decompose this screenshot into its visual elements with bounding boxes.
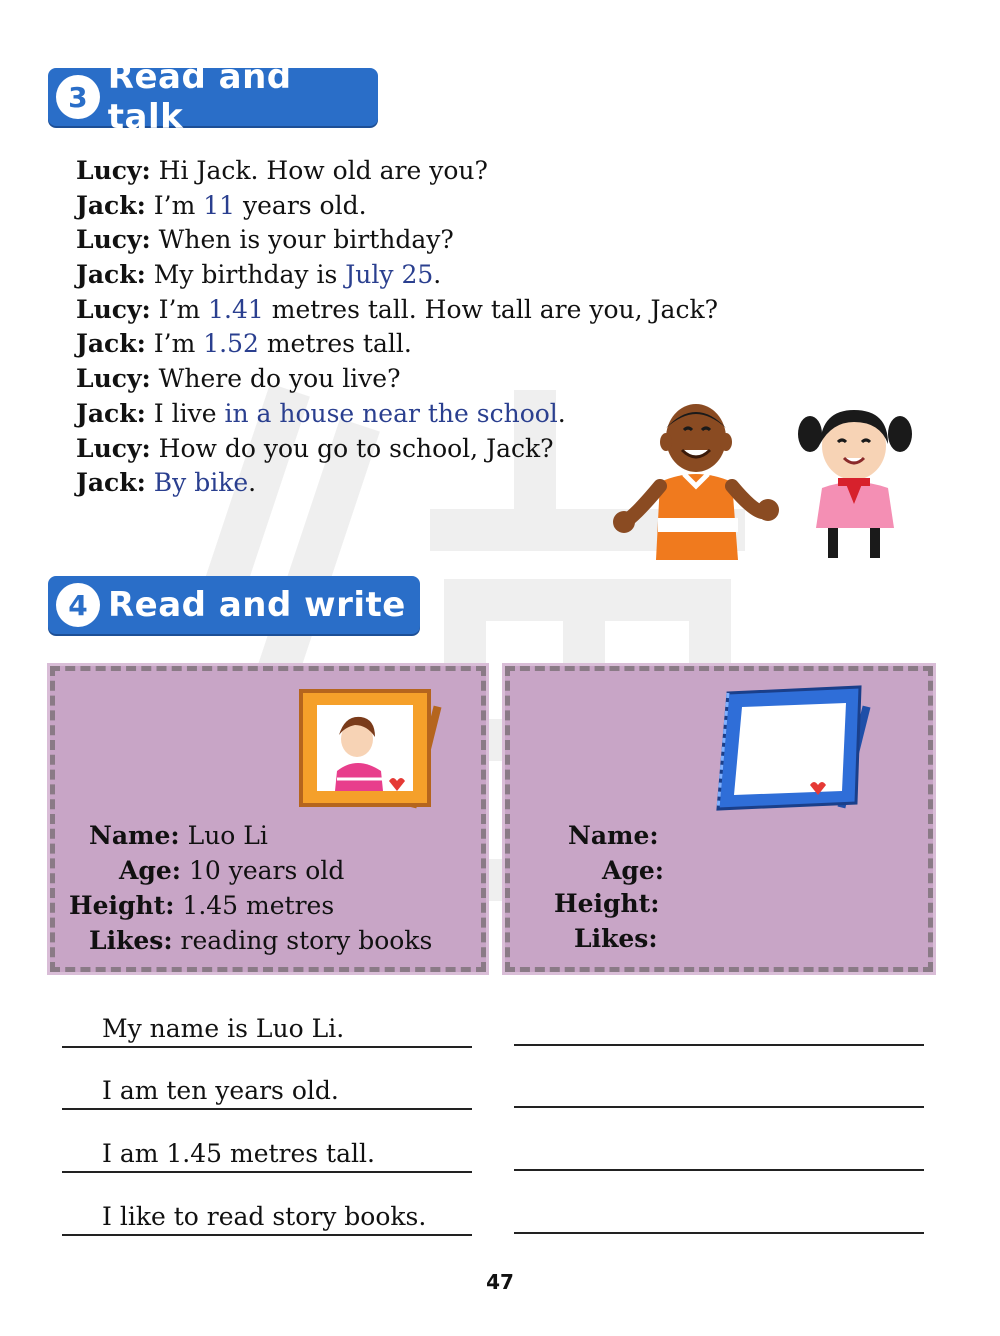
sentence-line <box>62 1010 472 1048</box>
section-4-title: Read and write <box>108 585 406 625</box>
line-text: I’m <box>145 190 204 220</box>
likes-value: reading story books <box>172 926 433 955</box>
likes-label: Likes: <box>89 926 173 955</box>
section-3-number: 3 <box>56 75 100 119</box>
line-text-end: metres tall. How tall are you, Jack? <box>263 294 719 324</box>
speaker: Jack: <box>76 468 146 498</box>
line-answer: By bike <box>153 468 249 498</box>
line-answer: 11 <box>203 190 236 220</box>
dialogue-line <box>76 293 796 328</box>
answer-line-4[interactable] <box>514 1196 924 1234</box>
dialogue-line <box>76 223 796 258</box>
line-answer: July 25 <box>345 260 434 290</box>
height-field <box>554 889 659 918</box>
sentence-line <box>62 1198 472 1236</box>
speaker: Jack: <box>76 260 146 290</box>
jack-illustration <box>610 400 780 570</box>
line-text: I live <box>145 398 225 428</box>
line-text: When is your birthday? <box>150 225 454 255</box>
age-label: Age: <box>119 856 182 885</box>
dialogue-line <box>76 154 796 189</box>
section-4-number: 4 <box>56 583 100 627</box>
age-label: Age: <box>602 856 665 885</box>
sentence-line <box>62 1135 472 1173</box>
line-text-end: years old. <box>235 190 367 220</box>
line-text: My birthday is <box>145 260 346 290</box>
age-field <box>119 856 344 885</box>
dialogue-line <box>76 258 796 293</box>
likes-label: Likes: <box>574 924 658 953</box>
line-answer: 1.41 <box>208 294 264 324</box>
sentence-text: I am ten years old. <box>102 1076 339 1105</box>
sentence-text: My name is Luo Li. <box>102 1014 345 1043</box>
dialogue-line <box>76 327 796 362</box>
age-value: 10 years old <box>181 856 345 885</box>
line-text <box>146 468 154 497</box>
section-3-banner <box>48 57 378 137</box>
lucy-illustration <box>798 404 914 560</box>
page-number: 47 <box>486 1270 514 1294</box>
likes-field <box>89 926 432 955</box>
line-text-end: metres tall. <box>258 329 412 359</box>
line-answer: 1.52 <box>203 329 259 359</box>
height-label: Height: <box>554 889 660 918</box>
name-field <box>568 821 659 850</box>
speaker: Lucy: <box>76 294 151 324</box>
profile-card-blank <box>505 666 933 972</box>
name-label: Name: <box>568 821 659 850</box>
name-label: Name: <box>89 821 180 850</box>
empty-photo-frame-icon <box>710 685 880 815</box>
profile-card-luo-li <box>50 666 486 972</box>
name-field <box>89 821 268 850</box>
line-text-end: . <box>557 398 566 428</box>
line-text: Where do you live? <box>150 364 401 394</box>
height-value: 1.45 metres <box>174 891 335 920</box>
name-value: Luo Li <box>179 821 268 850</box>
speaker: Jack: <box>76 398 146 428</box>
speaker: Jack: <box>76 329 146 359</box>
sentence-line <box>62 1072 472 1110</box>
line-text: How do you go to school, Jack? <box>150 433 554 463</box>
line-answer: in a house near the school <box>224 398 558 428</box>
age-field <box>602 856 664 885</box>
speaker: Jack: <box>76 190 146 220</box>
line-text: I’m <box>150 294 209 324</box>
line-text: I’m <box>145 329 204 359</box>
sentence-text: I am 1.45 metres tall. <box>102 1139 375 1168</box>
speaker: Lucy: <box>76 225 151 255</box>
height-label: Height: <box>69 891 175 920</box>
speaker: Lucy: <box>76 364 151 394</box>
speaker: Lucy: <box>76 433 151 463</box>
dialogue-line <box>76 362 796 397</box>
height-field <box>69 891 334 920</box>
section-4-banner <box>48 576 420 634</box>
answer-line-3[interactable] <box>514 1133 924 1171</box>
line-text: Hi Jack. How old are you? <box>150 156 488 185</box>
dialogue-line <box>76 189 796 224</box>
photo-frame-icon <box>291 685 451 815</box>
line-text-end: . <box>248 468 257 498</box>
answer-line-2[interactable] <box>514 1070 924 1108</box>
likes-field <box>574 924 658 953</box>
section-3-title: Read and talk <box>107 57 292 137</box>
speaker: Lucy: <box>76 156 151 185</box>
answer-line-1[interactable] <box>514 1008 924 1046</box>
line-text-end: . <box>433 260 442 290</box>
sentence-text: I like to read story books. <box>102 1202 427 1231</box>
